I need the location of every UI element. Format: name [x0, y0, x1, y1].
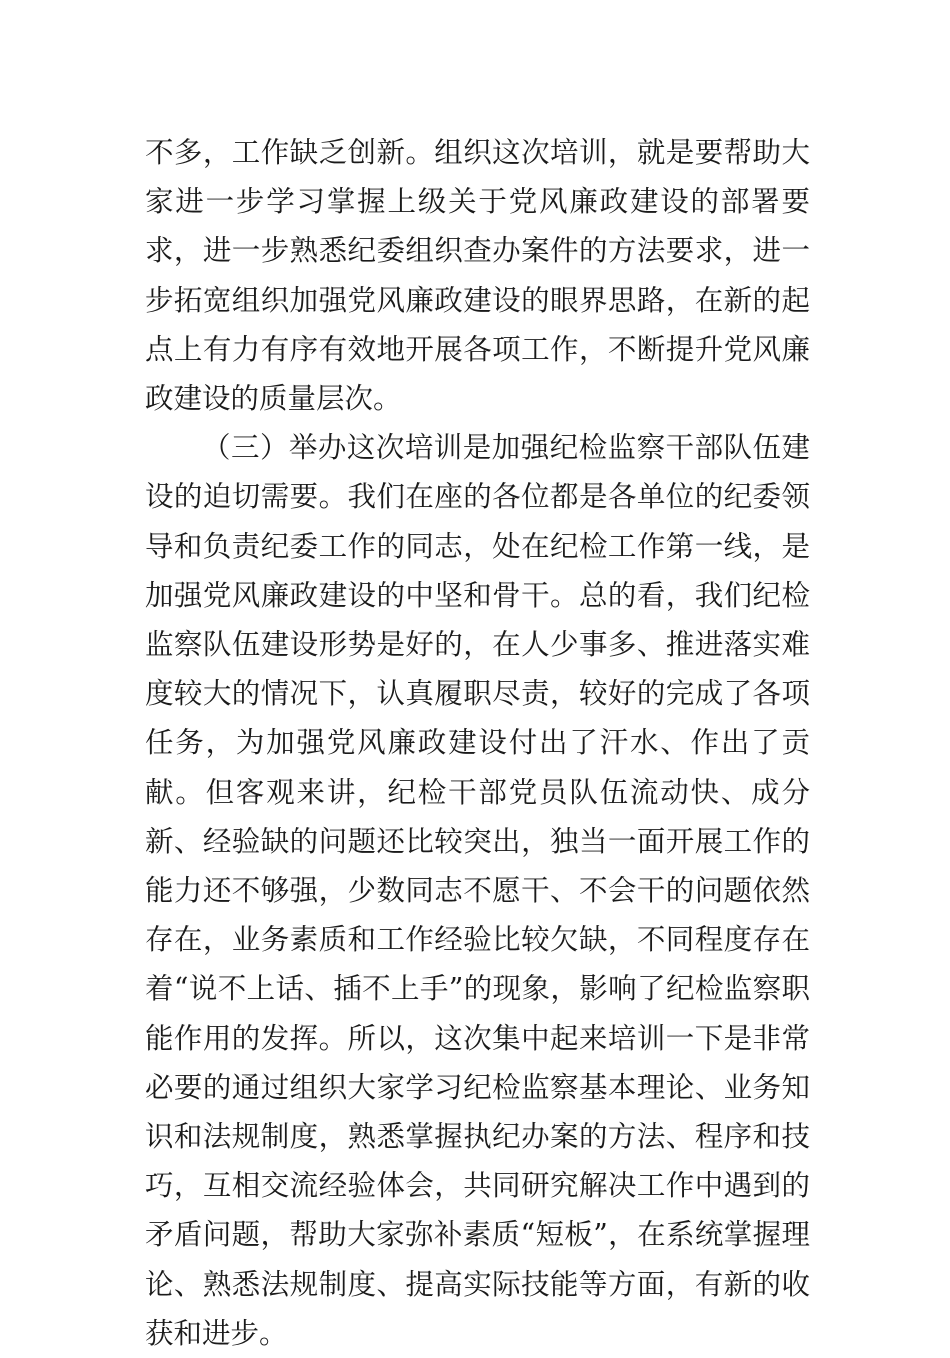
paragraph-continuation: 不多，工作缺乏创新。组织这次培训，就是要帮助大家进一步学习掌握上级关于党风廉政建设的部署要求，进一步熟悉纪委组织查办案件的方法要求，进一步拓宽组织加强党风廉政建设的眼界思路，在新的起点上有力有序有效地开展各项工作，不断提升党风廉政建设的质量层次。 [145, 136, 810, 416]
document-body [145, 128, 810, 1358]
paragraph-section-three: （三）举办这次培训是加强纪检监察干部队伍建设的迫切需要。我们在座的各位都是各单位的纪委领导和负责纪委工作的同志，处在纪检工作第一线，是加强党风廉政建设的中坚和骨干。总的看，我们纪检监察队伍建设形势是好的，在人少事多、推进落实难度较大的情况下，认真履职尽责，较好的完成了各项任务，为加强党风廉政建设付出了汗水、作出了贡献。但客观来讲，纪检干部党员队伍流动快、成分新、经验缺的问题还比较突出，独当一面开展工作的能力还不够强，少数同志不愿干、不会干的问题依然存在，业务素质和工作经验比较欠缺，不同程度存在着“说不上话、插不上手”的现象，影响了纪检监察职能作用的发挥。所以，这次集中起来培训一下是非常必要的通过组织大家学习纪检监察基本理论、业务知识和法规制度，熟悉掌握执纪办案的方法、程序和技巧，互相交流经验体会，共同研究解决工作中遇到的矛盾问题，帮助大家弥补素质“短板”，在系统掌握理论、熟悉法规制度、提高实际技能等方面，有新的收获和进步。 [145, 431, 810, 1350]
